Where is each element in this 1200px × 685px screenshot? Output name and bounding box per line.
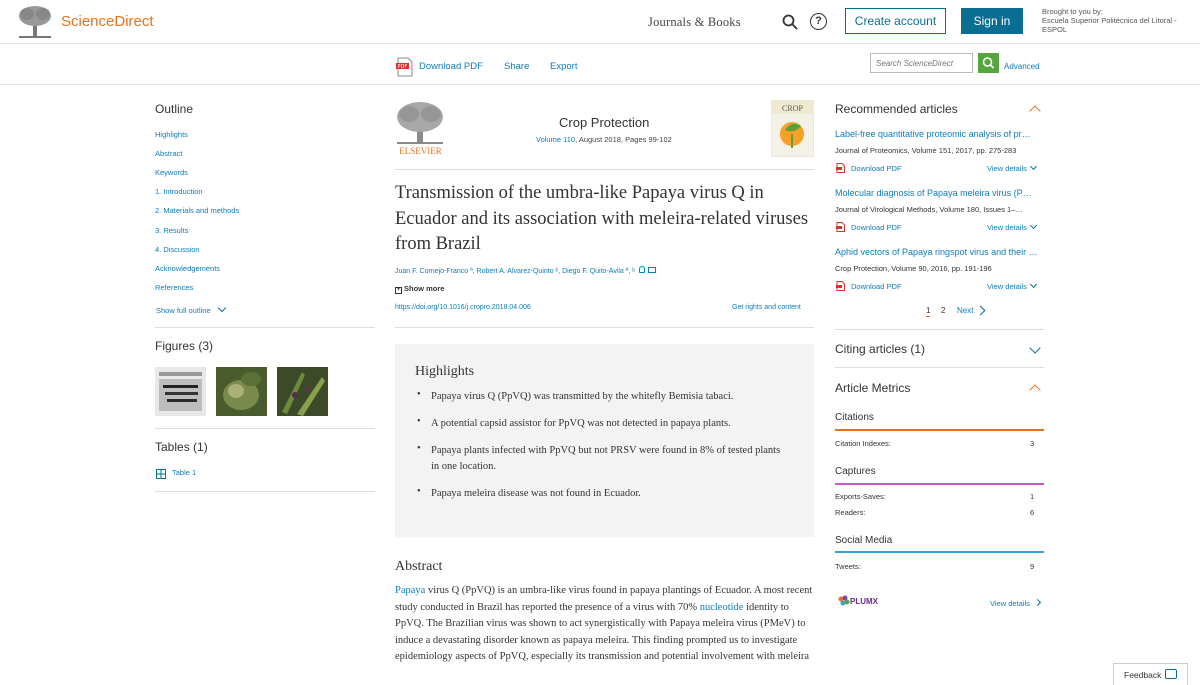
- doi-link[interactable]: https://doi.org/10.1016/j.cropro.2018.04.006: [395, 304, 531, 311]
- svg-text:CROP: CROP: [782, 104, 803, 113]
- highlight-item: Papaya virus Q (PpVQ) was transmitted by the whitefly Bemisia tabaci.: [431, 391, 734, 402]
- chevron-down-icon: [217, 304, 225, 312]
- journal-volume-info: [536, 135, 672, 144]
- issue-date-pages: , August 2018, Pages 99-102: [575, 135, 672, 144]
- get-rights-link[interactable]: Get rights and content: [732, 304, 801, 311]
- search-icon[interactable]: [782, 14, 798, 30]
- pagination-page-2[interactable]: 2: [941, 306, 946, 315]
- tweets-value: 9: [1030, 562, 1035, 571]
- brought-label: Brought to you by:: [1042, 7, 1103, 16]
- abstract-text-1: virus Q (PpVQ) is an umbra-like virus found in papaya plantings of Ecuador. A most recent study conducted in Brazil has reported the presence of a virus with 70%: [395, 585, 813, 613]
- plus-box-icon: +: [396, 287, 401, 293]
- recommended-article-title[interactable]: Aphid vectors of Papaya ringspot virus and their …: [835, 247, 1038, 257]
- abstract-text-2: identity to PpVQ. The Brazilian virus was shown to act synergistically with Papaya meleira virus (PMeV) to induce a devastating disorder known as papaya meleira. This finding prompted us to investigate epidemiology aspects of PpVQ, especially its transmission and potential involvement with meleira: [395, 601, 810, 662]
- figures-heading: Figures (3): [155, 339, 214, 353]
- outline-item-methods[interactable]: 2. Materials and methods: [155, 206, 240, 215]
- view-details-label: View details: [987, 164, 1027, 173]
- mail-icon: [648, 267, 656, 273]
- bullet: •: [417, 486, 421, 497]
- citing-articles-heading[interactable]: Citing articles (1): [835, 342, 926, 356]
- figure-thumbnail-1[interactable]: [155, 367, 206, 416]
- recommended-view-details[interactable]: [987, 282, 1036, 291]
- divider: [835, 367, 1044, 368]
- highlight-item: Papaya meleira disease was not found in Ecuador.: [431, 488, 641, 499]
- publisher-name: ELSEVIER: [399, 146, 442, 156]
- bullet: •: [417, 443, 421, 454]
- recommended-view-details[interactable]: [987, 223, 1036, 232]
- abstract-heading: Abstract: [395, 559, 443, 574]
- divider: [835, 329, 1044, 330]
- outline-item-introduction[interactable]: 1. Introduction: [155, 187, 203, 196]
- search-button[interactable]: [978, 53, 999, 73]
- tweets-label: Tweets:: [835, 562, 861, 571]
- table-grid-icon: [156, 469, 166, 479]
- divider: [395, 327, 814, 328]
- divider: [155, 491, 375, 492]
- search-input[interactable]: [870, 53, 973, 73]
- chevron-down-icon: [1030, 222, 1037, 229]
- recommended-download-pdf[interactable]: Download PDF: [851, 282, 902, 291]
- show-more-button[interactable]: [395, 284, 444, 294]
- divider: [395, 169, 814, 170]
- plumx-view-details[interactable]: [990, 599, 1040, 608]
- table-1-link[interactable]: Table 1: [172, 468, 197, 477]
- recommended-article-meta: Crop Protection, Volume 90, 2016, pp. 191-196: [835, 264, 992, 273]
- recommended-download-pdf[interactable]: Download PDF: [851, 164, 902, 173]
- recommended-article-meta: Journal of Virological Methods, Volume 180, Issues 1–…: [835, 205, 1023, 214]
- chevron-up-icon[interactable]: [1029, 384, 1040, 395]
- recommended-article-meta: Journal of Proteomics, Volume 151, 2017, pp. 275-283: [835, 146, 1017, 155]
- journal-title[interactable]: Crop Protection: [559, 115, 650, 130]
- elsevier-tree-logo-icon[interactable]: [17, 5, 53, 39]
- social-media-bar: [835, 551, 1044, 553]
- recommended-article-title[interactable]: Molecular diagnosis of Papaya meleira virus (P…: [835, 188, 1032, 198]
- figure-thumbnail-3[interactable]: [277, 367, 328, 416]
- speech-bubble-icon: [1165, 669, 1177, 679]
- advanced-search-link[interactable]: Advanced: [1004, 62, 1040, 71]
- institution-name: Escuela Superior Politécnica del Litoral - ESPOL: [1042, 16, 1177, 34]
- chevron-right-icon[interactable]: [976, 306, 986, 316]
- highlights-heading: Highlights: [415, 364, 475, 379]
- journal-cover-image[interactable]: [771, 100, 814, 157]
- recommended-articles-heading[interactable]: Recommended articles: [835, 102, 958, 116]
- recommended-view-details[interactable]: [987, 164, 1036, 173]
- papaya-topic-link[interactable]: Papaya: [395, 585, 426, 596]
- chevron-down-icon[interactable]: [1029, 342, 1040, 353]
- person-icon: [639, 266, 645, 273]
- tables-heading: Tables (1): [155, 440, 208, 454]
- plumx-wordmark: PLUMX: [850, 597, 878, 606]
- feedback-label: Feedback: [1124, 670, 1162, 680]
- outline-item-keywords[interactable]: Keywords: [155, 168, 188, 177]
- view-details-label: View details: [987, 223, 1027, 232]
- help-icon[interactable]: ?: [810, 13, 827, 30]
- chevron-down-icon: [1030, 163, 1037, 170]
- highlight-item: A potential capsid assistor for PpVQ was not detected in papaya plants.: [431, 418, 731, 429]
- article-title: Transmission of the umbra-like Papaya virus Q in Ecuador and its association with meleira-related viruses from Brazil: [395, 183, 809, 254]
- show-more-label: Show more: [404, 284, 445, 293]
- show-full-outline-button[interactable]: [156, 306, 225, 315]
- view-details-label: View details: [987, 282, 1027, 291]
- readers-value: 6: [1030, 508, 1035, 517]
- citations-bar: [835, 429, 1044, 431]
- nucleotide-topic-link[interactable]: nucleotide: [699, 601, 744, 613]
- pagination-page-1[interactable]: 1: [926, 306, 931, 315]
- top-header: [0, 0, 1200, 44]
- share-link[interactable]: Share: [504, 61, 530, 72]
- journals-books-link[interactable]: Journals & Books: [648, 15, 741, 29]
- chevron-right-icon: [1034, 599, 1041, 606]
- svg-text:PDF: PDF: [397, 64, 408, 70]
- recommended-download-pdf[interactable]: Download PDF: [851, 223, 902, 232]
- bullet: •: [417, 389, 421, 400]
- outline-item-references[interactable]: References: [155, 283, 194, 292]
- create-account-button[interactable]: Create account: [845, 8, 946, 34]
- citation-indexes-value: 3: [1030, 439, 1035, 448]
- outline-item-acknowledgements[interactable]: Acknowledgements: [155, 264, 221, 273]
- volume-link[interactable]: Volume 110: [536, 135, 576, 144]
- highlight-item: Papaya plants infected with PpVQ but not PRSV were found in 8% of tested plants in one location.: [431, 445, 781, 472]
- pdf-icon[interactable]: [396, 57, 414, 77]
- sciencedirect-brand[interactable]: ScienceDirect: [61, 13, 154, 30]
- download-pdf-link[interactable]: Download PDF: [419, 61, 483, 72]
- figure-thumbnail-2[interactable]: [216, 367, 267, 416]
- export-link[interactable]: Export: [550, 61, 578, 72]
- recommended-article-title[interactable]: Label-free quantitative proteomic analysis of pr…: [835, 129, 1031, 139]
- exports-saves-value: 1: [1030, 492, 1035, 501]
- chevron-down-icon: [1030, 281, 1037, 288]
- outline-heading: Outline: [155, 102, 194, 116]
- article-metrics-heading[interactable]: Article Metrics: [835, 381, 911, 395]
- pdf-icon: [836, 222, 845, 232]
- captures-bar: [835, 483, 1044, 485]
- pdf-icon: [836, 281, 845, 291]
- outline-item-abstract[interactable]: Abstract: [155, 149, 183, 158]
- divider: [155, 428, 375, 429]
- outline-item-highlights[interactable]: Highlights: [155, 130, 188, 139]
- divider: [155, 327, 375, 328]
- exports-saves-label: Exports-Saves:: [835, 492, 886, 501]
- citation-indexes-label: Citation Indexes:: [835, 439, 891, 448]
- view-details-label: View details: [990, 599, 1030, 608]
- captures-heading: Captures: [835, 466, 876, 477]
- author-list[interactable]: [395, 266, 656, 275]
- plumx-logo-icon[interactable]: [837, 594, 879, 608]
- citations-heading: Citations: [835, 412, 874, 423]
- outline-item-discussion[interactable]: 4. Discussion: [155, 245, 200, 254]
- readers-label: Readers:: [835, 508, 866, 517]
- elsevier-logo-icon[interactable]: [395, 100, 446, 157]
- bullet: •: [417, 416, 421, 427]
- search-icon: [978, 53, 999, 73]
- abstract-body: [395, 583, 815, 666]
- institution-access-info: [1042, 7, 1192, 34]
- sign-in-button[interactable]: Sign in: [961, 8, 1023, 34]
- show-full-outline-label: Show full outline: [156, 306, 211, 315]
- chevron-up-icon[interactable]: [1029, 105, 1040, 116]
- social-media-heading: Social Media: [835, 535, 893, 546]
- pagination-next[interactable]: Next: [957, 306, 974, 315]
- article-toolbar: [0, 45, 1200, 85]
- outline-item-results[interactable]: 3. Results: [155, 226, 189, 235]
- pdf-icon: [836, 163, 845, 173]
- authors-text: Juan F. Cornejo-Franco ª, Robert A. Alvarez-Quinto ᵇ, Diego F. Quito-Avila ª, ᵇ: [395, 268, 635, 275]
